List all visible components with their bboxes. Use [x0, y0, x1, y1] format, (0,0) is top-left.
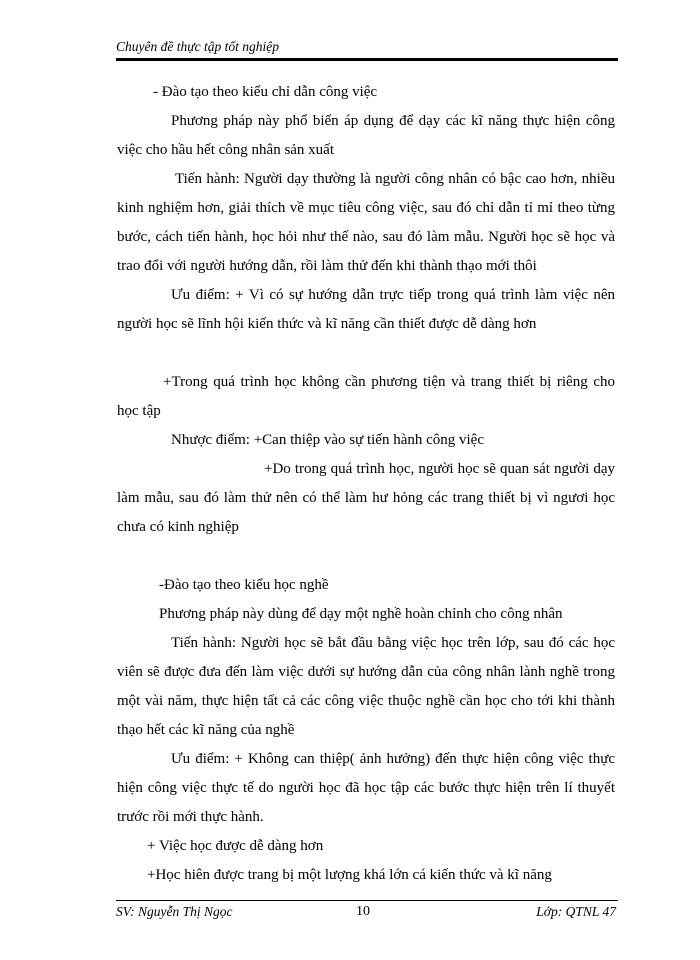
- paragraph-disadvantages: Nhược điểm: +Can thiệp vào sự tiến hành công việc: [171, 432, 484, 448]
- footer-rule: [116, 900, 618, 901]
- blank-line: [117, 542, 615, 571]
- paragraph-apprenticeship-procedure: Tiến hành: Người học sẽ bắt đầu bằng việc học trên lớp, sau đó các học viên sẽ được đưa đến làm việc dưới sự hướng dẫn của công nhân lành nghề trong một vài năm, thực hiện tất cả các công việc thuộc nghề cần học cho tới khi thành thạo hết các kĩ năng của nghề: [117, 635, 615, 738]
- document-body: [117, 78, 615, 890]
- paragraph-apprenticeship-description: Phương pháp này dùng để dạy một nghề hoàn chỉnh cho công nhân: [159, 606, 563, 622]
- paragraph-advantage-no-equipment: +Trong quá trình học không cần phương tiện và trang thiết bị riêng cho học tập: [117, 374, 615, 419]
- paragraph-disadvantage-detail: +Do trong quá trình học, người học sẽ quan sát người dạy làm mẫu, sau đó làm thử nên có thể làm hư hỏng các trang thiết bị vì ngươi học chưa có kinh nghiệp: [117, 461, 615, 535]
- paragraph-apprenticeship-advantages: Ưu điểm: + Không can thiệp( ảnh hưởng) đến thực hiện công việc thực hiện công việc thực tế do người học đã học tập các bước thực hiện trên lí thuyết trước rồi mới thực hành.: [117, 751, 615, 825]
- paragraph-method-description: Phương pháp này phổ biến áp dụng để dạy các kĩ năng thực hiện công việc cho hầu hết công nhân sản xuất: [117, 113, 615, 158]
- blank-line: [117, 339, 615, 368]
- section-heading-apprenticeship: -Đào tạo theo kiểu học nghề: [159, 577, 329, 593]
- section-heading-instruction-training: - Đào tạo theo kiểu chỉ dẫn công việc: [153, 84, 378, 100]
- footer-class: Lớp: QTNL 47: [536, 904, 616, 919]
- footer-student-name: SV: Nguyễn Thị Ngọc: [116, 904, 233, 919]
- paragraph-advantages: Ưu điểm: + Vì có sự hướng dẫn trực tiếp trong quá trình làm việc nên người học sẽ lĩnh hội kiến thức và kĩ năng cần thiết được dễ dàng hơn: [117, 287, 615, 332]
- paragraph-advantage-easier: + Việc học được dễ dàng hơn: [147, 838, 324, 854]
- header-rule: [116, 58, 618, 61]
- page-number: 10: [356, 904, 370, 919]
- page-header: Chuyên đề thực tập tốt nghiệp: [116, 39, 279, 54]
- paragraph-procedure: Tiến hành: Người dạy thường là người công nhân có bậc cao hơn, nhiều kinh nghiệm hơn, giải thích về mục tiêu công việc, sau đó chỉ dẫn tỉ mỉ theo từng bước, cách tiến hành, học hỏi như thế nào, sau đó làm mẫu. Người học sẽ học và trao đổi với người hướng dẫn, rồi làm thử đến khi thành thạo mới thôi: [117, 171, 615, 274]
- paragraph-advantage-knowledge: +Học hiên được trang bị một lượng khá lớn cá kiến thức và kĩ năng: [147, 867, 552, 883]
